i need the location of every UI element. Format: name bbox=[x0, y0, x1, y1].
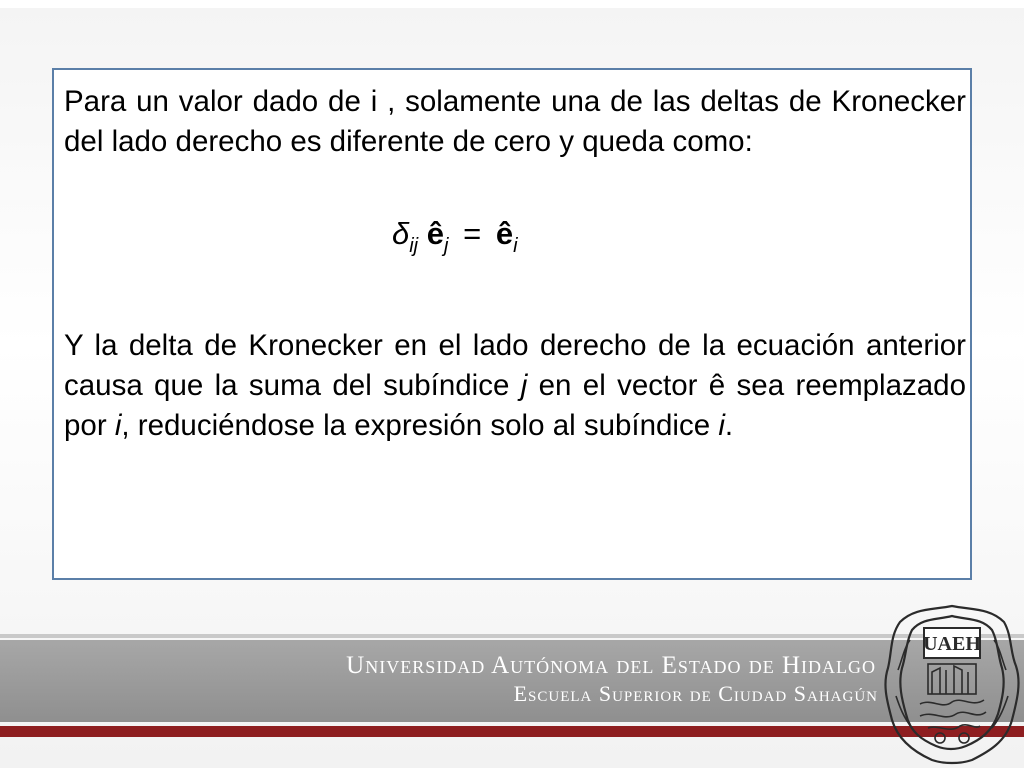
uaeh-seal-logo bbox=[880, 600, 1024, 766]
delta-symbol: δ bbox=[392, 216, 410, 251]
footer-divider bbox=[0, 634, 1024, 638]
vector-left-subscript: j bbox=[444, 235, 449, 257]
university-name: Universidad Autónoma del Estado de Hidalgo bbox=[346, 652, 876, 679]
equals-sign: = bbox=[463, 216, 482, 251]
italic-j: j bbox=[520, 369, 528, 402]
slide-top-strip bbox=[0, 0, 1024, 8]
vector-left: ê bbox=[426, 216, 444, 251]
paragraph-2-text-a: Y la delta de Kronecker en el lado derecho de la ecuación anterior causa que la suma del subíndice bbox=[64, 329, 966, 402]
paragraph-1: Para un valor dado de i , solamente una de las deltas de Kronecker del lado derecho es diferente de cero y queda como: bbox=[64, 85, 966, 158]
paragraph-2 bbox=[64, 326, 966, 446]
seal-text: UAEH bbox=[923, 633, 981, 655]
kronecker-formula bbox=[392, 216, 518, 258]
italic-i: i bbox=[114, 409, 122, 442]
content-box bbox=[52, 68, 972, 580]
delta-subscript: ij bbox=[409, 235, 419, 257]
italic-i: i bbox=[718, 409, 725, 442]
paragraph-2-text-d: . bbox=[724, 409, 734, 442]
vector-right: ê bbox=[495, 216, 514, 251]
vector-right-subscript: i bbox=[513, 235, 518, 257]
school-name: Escuela Superior de Ciudad Sahagún bbox=[513, 681, 878, 706]
paragraph-2-text-b: en el vector ê sea reemplazado por bbox=[64, 369, 966, 442]
red-stripe bbox=[0, 726, 1024, 737]
paragraph-2-text-c: , reduciéndose la expresión solo al subíndice bbox=[121, 409, 719, 442]
